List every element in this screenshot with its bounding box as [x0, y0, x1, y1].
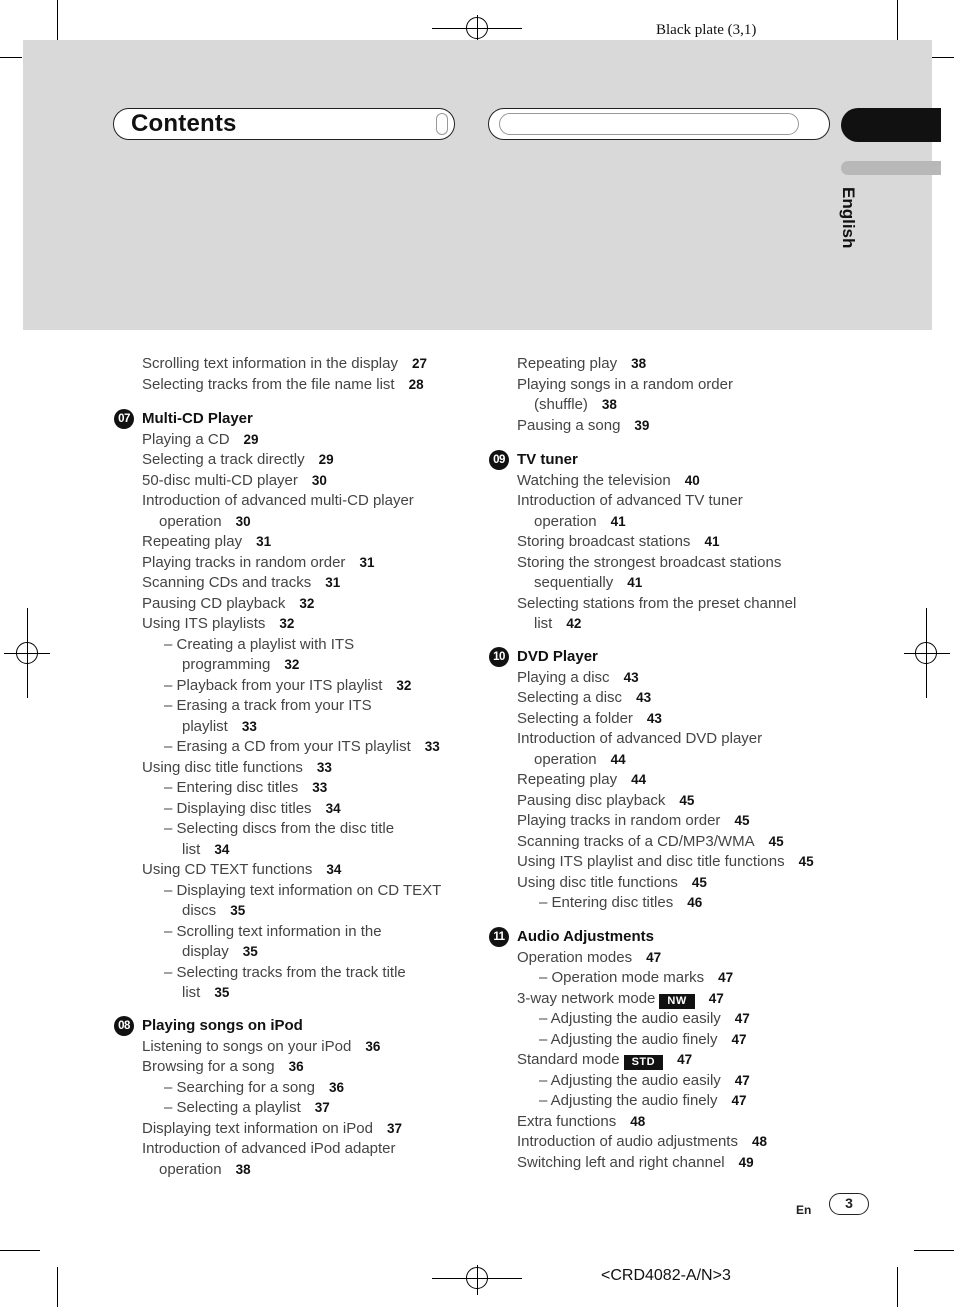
toc-entry[interactable]: [164, 677, 411, 695]
toc-entry-text: Repeating play: [517, 771, 618, 788]
toc-entry[interactable]: [164, 800, 341, 818]
toc-page-number: 41: [627, 575, 643, 590]
toc-page-number: 38: [601, 397, 617, 412]
toc-entry[interactable]: [517, 669, 639, 687]
toc-page-number: 29: [318, 452, 334, 467]
toc-entry-text: Standard mode: [517, 1051, 620, 1068]
toc-page-number: 37: [314, 1100, 330, 1115]
toc-page-number: 36: [328, 1079, 344, 1095]
toc-entry-text: list: [534, 615, 553, 632]
blank-pill: [488, 108, 830, 140]
toc-entry[interactable]: [142, 376, 424, 394]
toc-entry-text: Using ITS playlists: [142, 615, 266, 632]
crop-mark: [57, 1267, 58, 1307]
toc-page-number: 45: [768, 833, 784, 849]
mode-mark-icon: STD: [624, 1055, 664, 1070]
page-number: 3: [829, 1193, 869, 1215]
crop-mark: [897, 1267, 898, 1307]
toc-entry-text: Introduction of advanced multi-CD player: [142, 492, 414, 509]
toc-entry[interactable]: [142, 355, 427, 373]
toc-page-number: 38: [235, 1161, 251, 1177]
toc-entry[interactable]: [182, 902, 245, 920]
toc-entry-text: – Erasing a track from your ITS: [164, 697, 372, 714]
toc-entry[interactable]: [142, 554, 374, 572]
toc-page-number: 34: [214, 841, 230, 857]
toc-entry-text: – Operation mode marks: [539, 969, 705, 986]
toc-entry[interactable]: [517, 812, 749, 830]
toc-entry-text: Browsing for a song: [142, 1058, 275, 1075]
toc-entry[interactable]: [517, 376, 733, 394]
toc-entry[interactable]: [142, 472, 327, 490]
toc-entry-text: 3-way network mode: [517, 989, 656, 1007]
toc-entry[interactable]: [142, 615, 294, 633]
toc-entry-text: – Playback from your ITS playlist: [164, 676, 383, 694]
language-tab: English: [839, 187, 858, 249]
toc-entry[interactable]: [539, 894, 702, 912]
toc-entry-text: Playing songs in a random order: [517, 375, 733, 393]
toc-entry[interactable]: [517, 710, 662, 728]
toc-entry-text: (shuffle): [534, 396, 588, 413]
crop-mark: [914, 1250, 954, 1251]
toc-entry[interactable]: [164, 1099, 330, 1117]
toc-page-number: 39: [634, 417, 650, 433]
toc-page-number: 35: [242, 944, 258, 959]
toc-entry-text: Using disc title functions: [142, 758, 303, 776]
toc-page-number: 31: [359, 554, 375, 570]
toc-entry[interactable]: [164, 820, 394, 838]
page-title: Contents: [131, 110, 237, 137]
toc-entry-text: 50-disc multi-CD player: [142, 471, 298, 489]
toc-entry[interactable]: [142, 759, 332, 777]
toc-entry-text: operation: [159, 512, 222, 530]
crop-mark: [897, 0, 898, 40]
toc-entry-text: Scanning tracks of a CD/MP3/WMA: [517, 832, 755, 850]
toc-entry[interactable]: [539, 1031, 747, 1049]
toc-entry-text: list: [182, 840, 201, 858]
toc-entry-text: list: [182, 984, 201, 1001]
toc-entry[interactable]: [517, 949, 661, 967]
section-heading[interactable]: Playing songs on iPod: [142, 1017, 303, 1034]
toc-entry-text: Pausing CD playback: [142, 594, 286, 612]
toc-page-number: 43: [636, 690, 652, 705]
toc-page-number: 41: [704, 534, 720, 549]
toc-entry-text: – Adjusting the audio easily: [539, 1010, 721, 1027]
section-heading[interactable]: TV tuner: [517, 451, 578, 468]
toc-entry[interactable]: [517, 554, 781, 572]
registration-mark-circle: [466, 1267, 488, 1289]
toc-entry-text: Switching left and right channel: [517, 1153, 725, 1171]
toc-entry[interactable]: [517, 990, 724, 1009]
section-number-badge: 07: [114, 409, 134, 429]
toc-page-number: 29: [243, 431, 259, 447]
toc-entry-text: – Selecting a playlist: [164, 1099, 301, 1116]
toc-entry-text: Introduction of advanced TV tuner: [517, 492, 743, 509]
toc-entry-text: Selecting a folder: [517, 709, 633, 727]
toc-entry-text: Watching the television: [517, 471, 671, 489]
toc-entry-text: operation: [534, 750, 597, 768]
section-number-badge: 09: [489, 450, 509, 470]
toc-page-number: 49: [738, 1154, 754, 1170]
toc-entry-text: – Creating a playlist with ITS: [164, 635, 355, 653]
toc-entry-text: Using disc title functions: [517, 873, 678, 891]
toc-entry[interactable]: [142, 1140, 396, 1158]
toc-entry-text: Storing the strongest broadcast stations: [517, 553, 782, 571]
toc-entry[interactable]: [517, 417, 649, 435]
toc-entry-text: Storing broadcast stations: [517, 533, 691, 550]
toc-entry[interactable]: [534, 751, 626, 769]
toc-entry[interactable]: [534, 574, 642, 592]
header-band: [23, 40, 932, 330]
toc-entry-text: Playing a CD: [142, 430, 230, 448]
toc-entry[interactable]: [164, 738, 440, 756]
mode-mark-icon: NW: [659, 994, 694, 1009]
toc-entry[interactable]: [142, 431, 259, 449]
toc-entry-text: Using ITS playlist and disc title functions: [517, 853, 785, 870]
toc-entry-text: Introduction of advanced DVD player: [517, 730, 763, 747]
registration-mark-circle: [915, 642, 937, 664]
toc-entry-text: – Scrolling text information in the: [164, 922, 382, 940]
toc-entry[interactable]: [164, 636, 354, 654]
toc-page-number: 27: [411, 356, 427, 371]
document-code: <CRD4082-A/N>3: [601, 1267, 731, 1284]
toc-entry-text: – Adjusting the audio finely: [539, 1092, 718, 1109]
toc-entry[interactable]: [182, 841, 229, 859]
toc-page-number: 44: [631, 772, 647, 787]
toc-entry-text: Introduction of advanced iPod adapter: [142, 1140, 396, 1157]
toc-page-number: 42: [566, 616, 582, 631]
toc-entry[interactable]: [517, 595, 796, 613]
toc-page-number: 47: [718, 970, 734, 985]
toc-entry-text: – Selecting tracks from the track title: [164, 963, 406, 981]
toc-entry[interactable]: [142, 861, 341, 879]
toc-page-number: 45: [734, 813, 750, 828]
section-number-badge: 10: [489, 647, 509, 667]
toc-entry-text: operation: [534, 512, 597, 530]
toc-page-number: 38: [631, 356, 647, 371]
section-heading[interactable]: Audio Adjustments: [517, 928, 654, 945]
toc-entry[interactable]: [517, 533, 719, 551]
toc-page-number: 47: [708, 990, 724, 1006]
toc-page-number: 34: [325, 800, 341, 816]
toc-entry-text: – Entering disc titles: [164, 779, 299, 796]
toc-page-number: 33: [241, 718, 257, 734]
toc-entry[interactable]: [142, 492, 414, 510]
toc-entry[interactable]: [534, 513, 626, 531]
toc-page-number: 32: [396, 677, 412, 693]
registration-mark-circle: [466, 17, 488, 39]
toc-entry[interactable]: [517, 771, 646, 789]
toc-entry-text: Playing tracks in random order: [517, 812, 721, 829]
toc-page-number: 47: [731, 1031, 747, 1047]
crop-mark: [0, 1250, 40, 1251]
toc-page-number: 47: [646, 949, 662, 965]
toc-entry-text: Scanning CDs and tracks: [142, 574, 312, 591]
toc-page-number: 33: [424, 739, 440, 754]
toc-entry-text: – Displaying disc titles: [164, 799, 312, 817]
toc-entry-text: Introduction of audio adjustments: [517, 1133, 738, 1150]
toc-page-number: 32: [284, 657, 300, 672]
toc-entry-text: – Searching for a song: [164, 1078, 315, 1096]
toc-entry-text: operation: [159, 1160, 222, 1178]
toc-page-number: 47: [734, 1011, 750, 1026]
toc-entry[interactable]: [517, 853, 814, 871]
section-heading[interactable]: DVD Player: [517, 648, 598, 665]
plate-label: Black plate (3,1): [656, 22, 757, 38]
toc-page-number: 45: [798, 854, 814, 869]
toc-entry[interactable]: [534, 615, 581, 633]
toc-entry[interactable]: [539, 969, 733, 987]
toc-entry-text: discs: [182, 902, 217, 919]
section-heading[interactable]: Multi-CD Player: [142, 410, 253, 427]
toc-entry-text: Extra functions: [517, 1112, 617, 1130]
toc-page-number: 34: [326, 862, 342, 877]
toc-entry[interactable]: [159, 513, 251, 531]
toc-entry[interactable]: [539, 1072, 750, 1090]
toc-entry[interactable]: [142, 451, 334, 469]
toc-entry-text: sequentially: [534, 574, 614, 591]
toc-entry-text: Scrolling text information in the display: [142, 355, 398, 372]
toc-entry-text: display: [182, 943, 229, 960]
toc-entry-text: Selecting a disc: [517, 689, 623, 706]
toc-entry[interactable]: [517, 355, 646, 373]
toc-entry[interactable]: [142, 533, 271, 551]
toc-entry[interactable]: [517, 1113, 645, 1131]
toc-entry[interactable]: [159, 1161, 251, 1179]
toc-entry[interactable]: [517, 689, 651, 707]
toc-entry[interactable]: [534, 396, 617, 414]
toc-entry-text: Selecting a track directly: [142, 451, 305, 468]
language-tab-bar: [841, 161, 941, 175]
toc-entry[interactable]: [164, 1079, 344, 1097]
toc-entry[interactable]: [517, 1133, 767, 1151]
toc-entry-text: Selecting stations from the preset channel: [517, 594, 797, 612]
toc-entry[interactable]: [182, 984, 229, 1002]
toc-entry[interactable]: [164, 964, 406, 982]
toc-entry-text: – Adjusting the audio finely: [539, 1030, 718, 1048]
toc-page-number: 35: [230, 903, 246, 918]
toc-entry-text: – Entering disc titles: [539, 894, 674, 911]
toc-page-number: 45: [691, 874, 707, 890]
toc-entry[interactable]: [142, 1058, 304, 1076]
toc-entry[interactable]: [517, 833, 784, 851]
toc-entry-text: – Displaying text information on CD TEXT: [164, 881, 442, 899]
toc-entry-text: – Selecting discs from the disc title: [164, 820, 395, 837]
toc-entry-text: Repeating play: [142, 533, 243, 550]
language-code: En: [796, 1203, 812, 1217]
toc-entry-text: Selecting tracks from the file name list: [142, 375, 395, 393]
toc-page-number: 47: [731, 1093, 747, 1108]
toc-page-number: 47: [677, 1052, 693, 1067]
toc-entry-text: Using CD TEXT functions: [142, 861, 313, 878]
toc-entry[interactable]: [164, 779, 327, 797]
toc-page-number: 46: [687, 895, 703, 910]
toc-entry-text: Operation modes: [517, 948, 633, 966]
toc-page-number: 44: [610, 751, 626, 767]
toc-entry[interactable]: [517, 792, 694, 810]
toc-page-number: 45: [679, 792, 695, 808]
toc-page-number: 30: [311, 472, 327, 488]
toc-entry[interactable]: [142, 595, 314, 613]
section-number-badge: 08: [114, 1016, 134, 1036]
toc-entry[interactable]: [164, 697, 372, 715]
toc-entry[interactable]: [182, 943, 258, 961]
registration-mark-circle: [16, 642, 38, 664]
toc-entry[interactable]: [517, 874, 707, 892]
toc-entry[interactable]: [142, 574, 340, 592]
toc-entry[interactable]: [182, 718, 257, 736]
toc-page-number: 36: [288, 1059, 304, 1074]
crop-mark: [57, 0, 58, 40]
toc-entry[interactable]: [164, 923, 382, 941]
toc-page-number: 32: [299, 595, 315, 611]
toc-page-number: 48: [630, 1113, 646, 1129]
toc-entry[interactable]: [539, 1092, 747, 1110]
toc-entry[interactable]: [517, 1154, 754, 1172]
crop-mark: [0, 57, 22, 58]
toc-page-number: 48: [751, 1134, 768, 1149]
toc-entry-text: Pausing disc playback: [517, 791, 666, 809]
toc-page-number: 40: [684, 472, 700, 488]
toc-entry[interactable]: [517, 730, 762, 748]
toc-page-number: 30: [235, 513, 251, 529]
toc-page-number: 43: [623, 669, 639, 685]
toc-page-number: 31: [325, 575, 341, 590]
toc-page-number: 43: [646, 710, 662, 726]
toc-entry-text: programming: [182, 656, 271, 673]
toc-entry[interactable]: [517, 1051, 692, 1070]
section-number-badge: 11: [489, 927, 509, 947]
toc-entry[interactable]: [142, 1038, 380, 1056]
section-tab: [841, 108, 941, 142]
toc-entry[interactable]: [517, 472, 700, 490]
toc-page-number: 36: [365, 1038, 381, 1054]
toc-entry[interactable]: [142, 1120, 402, 1138]
toc-page-number: 35: [214, 985, 230, 1000]
toc-page-number: 28: [408, 376, 424, 392]
toc-page-number: 33: [316, 759, 332, 775]
toc-entry[interactable]: [517, 492, 743, 510]
toc-entry-text: Playing a disc: [517, 668, 610, 686]
crop-mark: [932, 57, 954, 58]
toc-page-number: 33: [312, 780, 328, 795]
toc-entry-text: – Adjusting the audio easily: [539, 1071, 721, 1089]
toc-entry[interactable]: [539, 1010, 750, 1028]
toc-page-number: 37: [386, 1120, 402, 1136]
toc-entry[interactable]: [182, 656, 299, 674]
toc-page-number: 47: [734, 1072, 750, 1088]
toc-page-number: 41: [610, 513, 626, 529]
toc-entry-text: – Erasing a CD from your ITS playlist: [164, 738, 411, 755]
toc-entry[interactable]: [164, 882, 441, 900]
toc-entry-text: Listening to songs on your iPod: [142, 1037, 352, 1055]
toc-entry-text: playlist: [182, 717, 228, 735]
toc-page-number: 31: [256, 534, 272, 549]
toc-page-number: 32: [279, 616, 295, 631]
toc-entry-text: Pausing a song: [517, 416, 621, 434]
toc-entry-text: Playing tracks in random order: [142, 553, 346, 571]
toc-entry-text: Repeating play: [517, 355, 618, 372]
toc-entry-text: Displaying text information on iPod: [142, 1119, 373, 1137]
